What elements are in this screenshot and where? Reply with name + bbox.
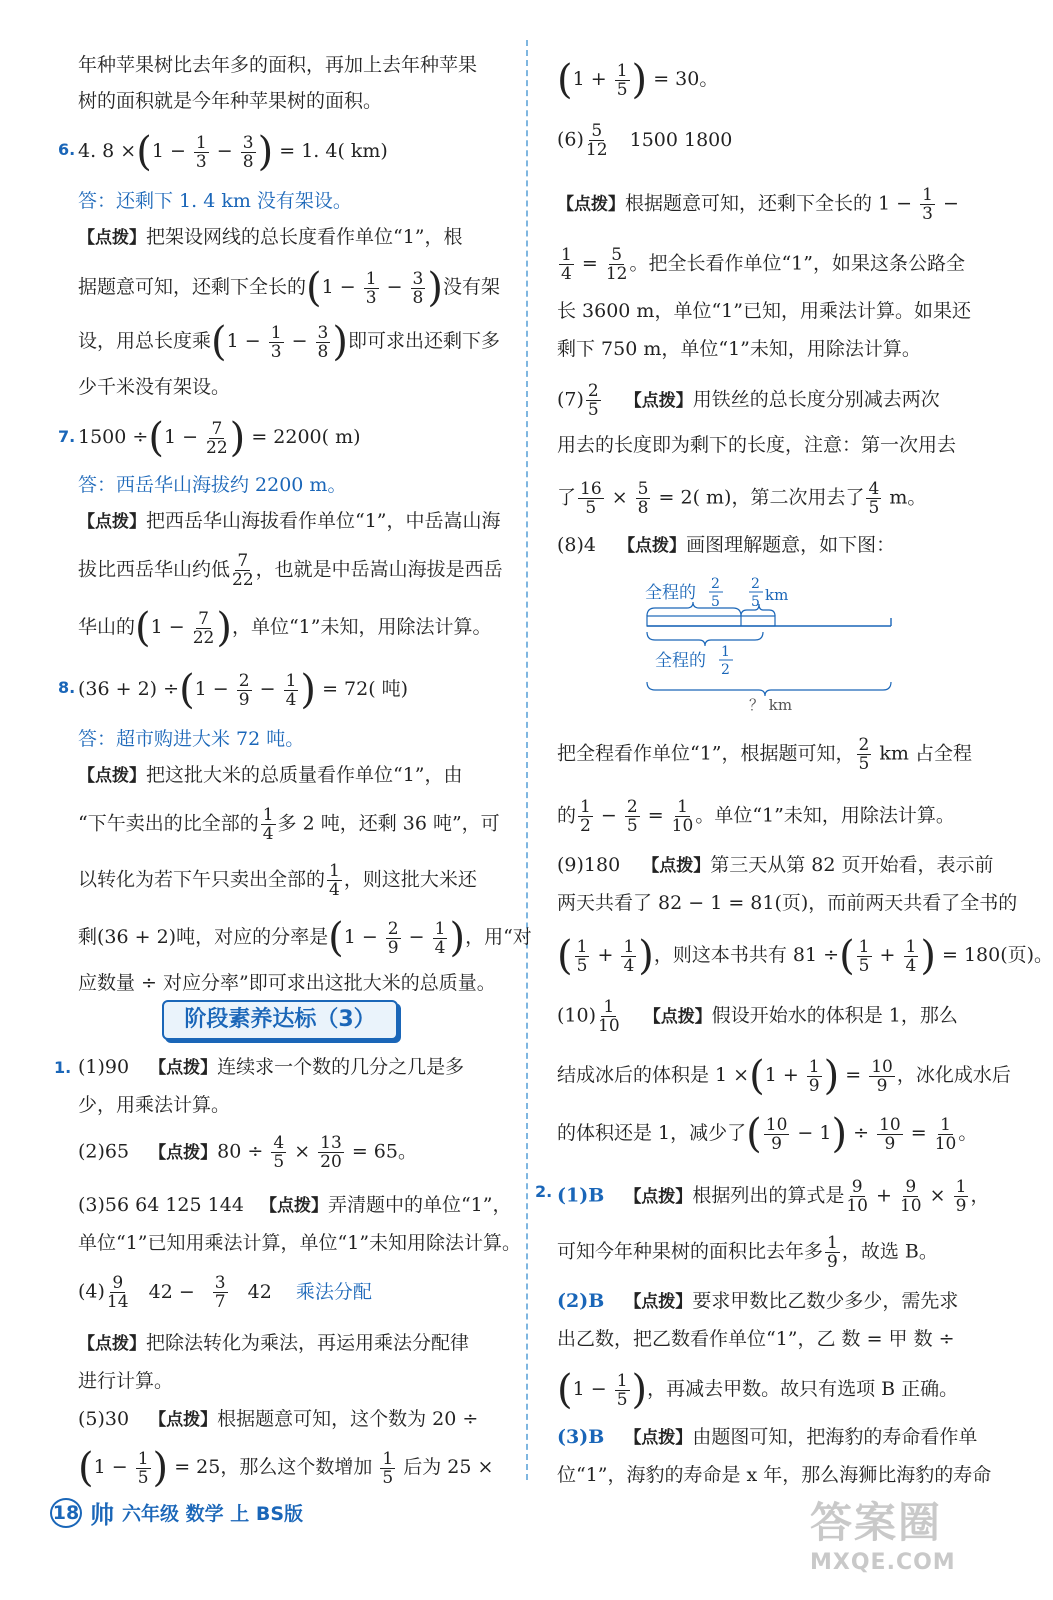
paren: ( (328, 915, 344, 961)
text: 1500 1800 (629, 128, 733, 151)
text: (8)4 (557, 534, 597, 556)
text: ，也就是中岳嵩山海拔是西岳 (255, 558, 503, 581)
fraction: $\frac{1}{10}$ (598, 997, 620, 1036)
text: 剩(36 + 2)吨，对应的分率是 (78, 926, 329, 948)
text: 即可求出还剩下多 (347, 330, 500, 352)
text: 多 2 吨，还剩 36 吨”，可 (277, 812, 500, 835)
text: 用铁丝的总长度分别减去两次 (692, 388, 940, 411)
text: 据题意可知，还剩下全长的 (78, 276, 307, 298)
text: 。 (958, 1122, 978, 1144)
tip-line: 少，用乘法计算。 (78, 1094, 231, 1116)
tip-line (78, 862, 477, 899)
paren: ) (449, 915, 466, 961)
fraction: $\frac{10}{9}$ (879, 1114, 901, 1154)
text: 根据题意可知，这个数为 20 ÷ (217, 1408, 479, 1430)
answer: 答：超市购进大米 72 吨。 (78, 728, 305, 750)
brace-top (647, 602, 741, 616)
paren: ) (823, 1053, 840, 1099)
paren: ) (631, 1367, 648, 1413)
text-line: 树的面积就是今年种苹果树的面积。 (78, 90, 383, 112)
answer-line (557, 998, 958, 1035)
page-footer (50, 1495, 303, 1530)
fraction: $\frac{1}{3}$ (270, 322, 282, 362)
tip-label: 【点拨】 (78, 512, 146, 532)
answer-line (557, 382, 940, 419)
expr: = 72( 吨) (322, 678, 409, 700)
text: 结成冰后的体积是 1 × (557, 1064, 750, 1086)
question-number: 8. (58, 678, 76, 697)
text: (4) (78, 1280, 105, 1303)
diagram-fraction-den: 2 (721, 662, 730, 678)
text: 以转化为若下午只卖出全部的 (78, 868, 326, 891)
diagram-label: 全程的 (645, 583, 696, 603)
answer: 答：还剩下 1. 4 km 没有架设。 (78, 190, 352, 212)
paren: ) (920, 933, 936, 979)
fraction: $\frac{1}{3}$ (365, 268, 377, 308)
fraction: $\frac{3}{7}$ (214, 1273, 226, 1312)
tip-label: 【点拨】 (624, 1186, 693, 1207)
text: 连续求一个数的几分之几是多 (217, 1056, 465, 1078)
paren: ) (257, 129, 274, 175)
fraction: $\frac{10}{9}$ (871, 1056, 893, 1096)
fraction: $\frac{1}{9}$ (955, 1177, 967, 1216)
fraction: $\frac{4}{5}$ (868, 479, 880, 518)
tip-line: 的 $\frac{1}{2}$ − $\frac{2}{5}$ = $\frac{1}{10}$ 。单位“1”未知，用除法计算。 (557, 797, 955, 836)
text: 没有架 (442, 276, 500, 298)
text: 弄清题中的单位“1”， (327, 1194, 512, 1216)
fraction: $\frac{1}{3}$ (922, 185, 933, 224)
tip-line: 结成冰后的体积是 1 ×(1 + $\frac{1}{9}$ ) = $\frac{10}{9}$ ，冰化成水后 (557, 1053, 1011, 1099)
tip-label: 【点拨】 (624, 1292, 693, 1312)
paren: ( (306, 265, 322, 311)
fraction: $\frac{13}{20}$ (320, 1133, 342, 1172)
text: (7) (557, 388, 584, 411)
paren: ( (839, 933, 855, 979)
fraction: $\frac{1}{9}$ (827, 1233, 838, 1272)
text: 。单位“1”未知，用除法计算。 (695, 804, 955, 827)
fraction: $\frac{2}{5}$ (626, 797, 638, 836)
text: (5)30 (78, 1408, 130, 1430)
tip-line: 据题意可知，还剩下全长的(1 − $\frac{1}{3}$ − $\frac{3}{8}$ )没有架 (78, 265, 500, 311)
tip-line (557, 736, 972, 773)
equation: 1500 ÷(1 − $\frac{7}{22}$ ) = 2200( m) (78, 415, 361, 461)
book-series: 六年级 数学 上 BS版 (122, 1503, 304, 1525)
text: 设，用总长度乘 (78, 330, 212, 352)
tip-line: 了 $\frac{16}{5}$ × $\frac{5}{8}$ = 2( m)，第二次用去了 $\frac{4}{5}$ m。 (557, 479, 927, 518)
text: = 30。 (653, 68, 719, 90)
paren: ( (749, 1053, 765, 1099)
tip-line (78, 552, 503, 589)
answer-line (78, 1406, 478, 1433)
tip-label: 【点拨】 (618, 536, 687, 556)
fraction: $\frac{7}{22}$ (192, 608, 215, 648)
paren: ( (557, 57, 573, 103)
fraction: $\frac{1}{5}$ (616, 1370, 628, 1410)
text: 42 (247, 1280, 272, 1303)
tip-line: 少千米没有架设。 (78, 376, 231, 398)
expr: = 1. 4( km) (279, 140, 388, 162)
brand-logo: 帅 (90, 1501, 114, 1529)
fraction: $\frac{3}{8}$ (242, 132, 254, 172)
segment-bar (647, 616, 775, 626)
tip-line: ( $\frac{1}{5}$ + $\frac{1}{4}$ )，则这本书共有 81 ÷( $\frac{1}{5}$ + $\frac{1}{4}$ ) = 180(页)。 (557, 933, 1053, 979)
tip-line: 剩(36 + 2)吨，对应的分率是(1 − $\frac{2}{9}$ − $\frac{1}{4}$ )，用“对 (78, 915, 532, 961)
tip-label: 【点拨】 (149, 1058, 218, 1078)
paren: ) (300, 667, 317, 713)
expr: = 2200( m) (251, 426, 361, 448)
tip-label: 【点拨】 (78, 1334, 146, 1354)
tip-line: 位“1”，海豹的寿命是 x 年，那么海狮比海豹的寿命 (557, 1464, 992, 1486)
fraction: $\frac{1}{5}$ (137, 1448, 149, 1488)
fraction: $\frac{5}{12}$ (585, 121, 608, 160)
diagram-fraction-den: 5 (711, 594, 720, 610)
fraction: $\frac{2}{9}$ (238, 670, 250, 710)
text: = 65。 (351, 1140, 417, 1163)
tip-label: 【点拨】 (643, 1006, 712, 1027)
tip-label: 【点拨】 (78, 766, 146, 786)
text: − (943, 192, 959, 215)
paren: ( (746, 1111, 762, 1157)
text: m。 (889, 486, 927, 509)
watermark-bottom: MXQE.COM (810, 1550, 956, 1575)
text: ，则这本书共有 81 ÷ (653, 944, 840, 966)
paren: ) (229, 415, 246, 461)
fraction: $\frac{1}{10}$ (671, 797, 694, 836)
text: 的 (557, 804, 577, 827)
handwritten-text: 乘法分配 (295, 1280, 372, 1303)
fraction: $\frac{4}{5}$ (273, 1133, 285, 1172)
text: (1)B (557, 1184, 605, 1207)
fraction: $\frac{7}{22}$ (206, 418, 228, 458)
text: 把架设网线的总长度看作单位“1”，根 (146, 226, 463, 248)
paren: ) (427, 265, 443, 311)
expr: (36 + 2) ÷ (78, 678, 180, 700)
answer-line (557, 122, 732, 159)
text: ，故选 B。 (841, 1240, 938, 1263)
answer-line (78, 1274, 372, 1311)
text: 根据题意可知，还剩下全长的 1 − (625, 192, 913, 215)
fraction: $\frac{1}{10}$ (934, 1114, 957, 1154)
paren: ( (78, 1445, 94, 1491)
text: ，单位“1”未知，用除法计算。 (231, 616, 492, 638)
paren: ( (179, 667, 195, 713)
question-number: 7. (58, 427, 76, 446)
tip-line: $\frac{1}{4}$ = $\frac{5}{12}$ 。把全长看作单位“1”，如果这条公路全 (561, 245, 965, 284)
fraction: $\frac{10}{9}$ (765, 1114, 788, 1154)
paren: ) (152, 1445, 169, 1491)
fraction: $\frac{3}{8}$ (317, 322, 329, 362)
answer-line: (1)B 【点拨】根据列出的算式是 $\frac{9}{10}$ + $\frac{9}{10}$ × $\frac{1}{9}$ ， (557, 1177, 990, 1216)
tip-line (557, 1234, 938, 1271)
text: “下午卖出的比全部的 (78, 812, 259, 835)
paren: ) (631, 57, 648, 103)
text: (9)180 (557, 854, 621, 876)
paren: ) (216, 605, 232, 651)
text: (3)B (557, 1426, 605, 1448)
fraction: $\frac{2}{9}$ (387, 918, 399, 958)
text: 由题图可知，把海豹的寿命看作单 (692, 1426, 978, 1448)
tip-line: 进行计算。 (78, 1370, 174, 1392)
fraction: $\frac{16}{5}$ (580, 479, 602, 518)
fraction: $\frac{1}{9}$ (808, 1056, 820, 1096)
text: 华山的 (78, 616, 136, 638)
text: 要求甲数比乙数少多少，需先求 (692, 1290, 959, 1312)
tip-line: 长 3600 m，单位“1”已知，用乘法计算。如果还 (557, 300, 971, 322)
fraction: $\frac{9}{14}$ (106, 1273, 129, 1312)
tip-label: 【点拨】 (259, 1196, 328, 1216)
fraction: $\frac{1}{5}$ (616, 60, 628, 100)
tip-line (78, 224, 463, 251)
tip-label: 【点拨】 (624, 390, 693, 411)
text: = 25，那么这个数增加 (174, 1456, 373, 1478)
answer-line (557, 852, 994, 879)
text: km 占全程 (879, 742, 972, 765)
equation: (1 + $\frac{1}{5}$ ) = 30。 (557, 57, 719, 103)
text: = 2( m)，第二次用去了 (658, 486, 865, 509)
equation: 4. 8 ×(1 − $\frac{1}{3}$ − $\frac{3}{8}$ ) = 1. 4( km) (78, 129, 388, 175)
tip-line: 出乙数，把乙数看作单位“1”，乙 数 = 甲 数 ÷ (557, 1328, 955, 1350)
paren: ( (136, 129, 152, 175)
answer-line (78, 1192, 511, 1219)
paren: ( (557, 1367, 573, 1413)
fraction: $\frac{5}{12}$ (605, 245, 628, 284)
brace-bottom (647, 632, 763, 646)
text: 了 (557, 486, 577, 509)
fraction: $\frac{1}{5}$ (576, 936, 588, 976)
answer-line (557, 1424, 977, 1451)
tip-line (557, 186, 959, 223)
tip-label: 【点拨】 (557, 194, 625, 215)
fraction: $\frac{1}{3}$ (195, 132, 207, 172)
fraction: $\frac{1}{4}$ (329, 861, 340, 900)
answer: 答：西岳华山海拔约 2200 m。 (78, 474, 347, 496)
fraction: $\frac{3}{8}$ (412, 268, 424, 308)
tip-line: (1 − $\frac{1}{5}$ ) = 25，那么这个数增加 $\frac{1}{5}$ 后为 25 × (78, 1445, 494, 1491)
text: (3)56 64 125 144 (78, 1194, 244, 1216)
diagram-label: ？ km (749, 696, 793, 714)
tip-label: 【点拨】 (149, 1142, 218, 1163)
tip-line (78, 508, 501, 535)
text: ，用“对 (465, 926, 532, 948)
text: 假设开始水的体积是 1，那么 (711, 1004, 958, 1027)
text: 。把全长看作单位“1”，如果这条公路全 (629, 252, 965, 275)
fraction: $\frac{1}{4}$ (434, 918, 446, 958)
text: 80 ÷ (217, 1140, 264, 1163)
text: 可知今年种果树的面积比去年多 (557, 1240, 824, 1263)
tip-line: 两天共看了 82 − 1 = 81(页)，而前两天共看了全书的 (557, 892, 1018, 914)
tip-line: 的体积还是 1，减少了( $\frac{10}{9}$ − 1) ÷ $\frac{10}{9}$ = $\frac{1}{10}$ 。 (557, 1111, 978, 1157)
paren: ) (831, 1111, 848, 1157)
tip-line: (1 − $\frac{1}{5}$ )，再减去甲数。故只有选项 B 正确。 (557, 1367, 959, 1413)
tip-label: 【点拨】 (149, 1410, 218, 1430)
tip-line (78, 806, 500, 843)
tip-label: 【点拨】 (624, 1428, 693, 1448)
text: (1)90 (78, 1056, 130, 1078)
column-divider (526, 40, 528, 1480)
fraction: $\frac{2}{5}$ (587, 381, 599, 420)
diagram-fraction-num: 2 (711, 576, 720, 592)
page-number: 18 (50, 1498, 82, 1528)
tip-line: 剩下 750 m，单位“1”未知，用除法计算。 (557, 338, 921, 360)
fraction: $\frac{1}{4}$ (561, 245, 572, 284)
fraction: $\frac{1}{4}$ (285, 670, 297, 710)
answer-line (78, 1054, 464, 1081)
tip-label: 【点拨】 (642, 856, 711, 876)
diagram-fraction-num: 1 (721, 644, 730, 660)
section-title: 阶段素养达标（3） (162, 1000, 398, 1040)
fraction: $\frac{1}{5}$ (858, 936, 870, 976)
diagram-label: 全程的 (655, 651, 706, 671)
fraction: $\frac{5}{8}$ (637, 479, 649, 518)
text: 把这批大米的总质量看作单位“1”，由 (146, 764, 463, 786)
fraction: $\frac{1}{5}$ (382, 1448, 394, 1488)
text: ，再减去甲数。故只有选项 B 正确。 (647, 1378, 959, 1400)
text: 后为 25 × (403, 1456, 494, 1478)
text-line: 年种苹果树比去年多的面积，再加上去年种苹果 (78, 54, 478, 76)
diagram-fraction-den: 5 (751, 594, 760, 610)
tip-line: 用去的长度即为剩下的长度，注意：第一次用去 (557, 434, 957, 456)
paren: ( (148, 415, 164, 461)
segment-diagram (641, 570, 901, 712)
paren: ( (211, 319, 227, 365)
expr: 4. 8 × (78, 140, 137, 162)
fraction: $\frac{1}{4}$ (262, 805, 274, 844)
paren: ( (557, 933, 573, 979)
tip-line (78, 762, 463, 789)
tip-line (78, 1330, 469, 1357)
text: = 180(页)。 (941, 944, 1053, 966)
question-number: 6. (58, 140, 76, 159)
text: (2)B (557, 1290, 605, 1312)
text: 拔比西岳华山约低 (78, 558, 231, 581)
fraction: $\frac{1}{2}$ (580, 797, 591, 836)
text: 把除法转化为乘法，再运用乘法分配律 (146, 1332, 470, 1354)
text: 42 − (148, 1280, 195, 1303)
fraction: $\frac{9}{10}$ (846, 1177, 868, 1216)
question-number: 2. (535, 1182, 553, 1201)
fraction: $\frac{9}{10}$ (899, 1177, 922, 1216)
fraction: $\frac{1}{4}$ (905, 936, 917, 976)
text: 第三天从第 82 页开始看，表示前 (710, 854, 994, 876)
fraction: $\frac{2}{5}$ (858, 735, 870, 774)
expr: 1500 ÷ (78, 426, 149, 448)
text: 画图理解题意，如下图： (686, 534, 896, 556)
tip-line: 单位“1”已知用乘法计算，单位“1”未知用除法计算。 (78, 1232, 522, 1254)
question-number: 1. (54, 1058, 72, 1077)
text: 的体积还是 1，减少了 (557, 1122, 747, 1144)
paren: ( (135, 605, 151, 651)
text: (6) (557, 128, 584, 151)
answer-line: (2)65 【点拨】80 ÷ $\frac{4}{5}$ × $\frac{13}{20}$ = 65。 (78, 1133, 417, 1172)
watermark-top: 答案圈 (810, 1498, 943, 1547)
diagram-label: km (765, 586, 789, 604)
text: 把西岳华山海拔看作单位“1”，中岳嵩山海 (146, 510, 501, 532)
paren: ) (638, 933, 654, 979)
text: ，冰化成水后 (896, 1064, 1011, 1086)
equation: (36 + 2) ÷(1 − $\frac{2}{9}$ − $\frac{1}{4}$ ) = 72( 吨) (78, 667, 409, 713)
text: (10) (557, 1004, 597, 1027)
text: (2)65 (78, 1140, 130, 1163)
answer-line (557, 532, 895, 559)
fraction: $\frac{1}{4}$ (623, 936, 635, 976)
tip-line: 设，用总长度乘(1 − $\frac{1}{3}$ − $\frac{3}{8}$ )即可求出还剩下多 (78, 319, 500, 365)
answer-line (557, 1288, 958, 1315)
tip-line: 华山的(1 − $\frac{7}{22}$ )，单位“1”未知，用除法计算。 (78, 605, 492, 651)
watermark (810, 1490, 1010, 1580)
paren: ) (332, 319, 348, 365)
text: 根据列出的算式是 (692, 1184, 845, 1207)
tip-line: 应数量 ÷ 对应分率”即可求出这批大米的总质量。 (78, 972, 496, 994)
diagram-fraction-num: 2 (751, 576, 760, 592)
fraction: $\frac{7}{22}$ (232, 551, 254, 590)
text: ，则这批大米还 (343, 868, 477, 891)
text: 把全程看作单位“1”，根据题可知， (557, 742, 855, 765)
tip-label: 【点拨】 (78, 228, 146, 248)
brace-total (647, 682, 891, 696)
